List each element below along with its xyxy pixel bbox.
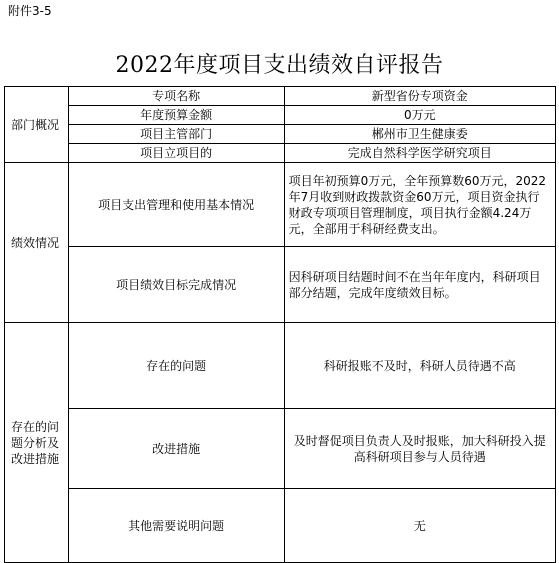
row-value: 郴州市卫生健康委 — [284, 125, 555, 144]
section-performance: 绩效情况 — [5, 163, 69, 323]
row-value: 因科研项目结题时间不在当年年度内，科研项目部分结题，完成年度绩效目标。 — [284, 247, 555, 323]
row-label: 专项名称 — [68, 87, 284, 106]
row-label: 项目支出管理和使用基本情况 — [68, 163, 284, 247]
row-label: 改进措施 — [68, 409, 284, 489]
row-value: 无 — [284, 489, 555, 563]
attachment-label: 附件3-5 — [8, 4, 52, 18]
row-label: 其他需要说明问题 — [68, 489, 284, 563]
row-label: 存在的问题 — [68, 323, 284, 409]
section-issues: 存在的问题分析及改进措施 — [5, 323, 69, 563]
report-table — [4, 86, 556, 563]
row-value: 项目年初预算0万元，全年预算数60万元，2022年7月收到财政拨款资金60万元，项目资金执行财政专项项目管理制度，项目执行金额4.24万元，全部用于科研经费支出。 — [284, 163, 555, 247]
row-label: 项目主管部门 — [68, 125, 284, 144]
row-label: 年度预算金额 — [68, 106, 284, 125]
row-label: 项目立项目的 — [68, 144, 284, 163]
report-title: 2022年度项目支出绩效自评报告 — [115, 53, 444, 78]
row-value: 新型省份专项资金 — [284, 87, 555, 106]
row-value: 科研报账不及时，科研人员待遇不高 — [284, 323, 555, 409]
row-label: 项目绩效目标完成情况 — [68, 247, 284, 323]
row-value: 0万元 — [284, 106, 555, 125]
row-value: 及时督促项目负责人及时报账，加大科研投入提高科研项目参与人员待遇 — [284, 409, 555, 489]
row-value: 完成自然科学医学研究项目 — [284, 144, 555, 163]
section-dept-overview: 部门概况 — [5, 87, 69, 163]
